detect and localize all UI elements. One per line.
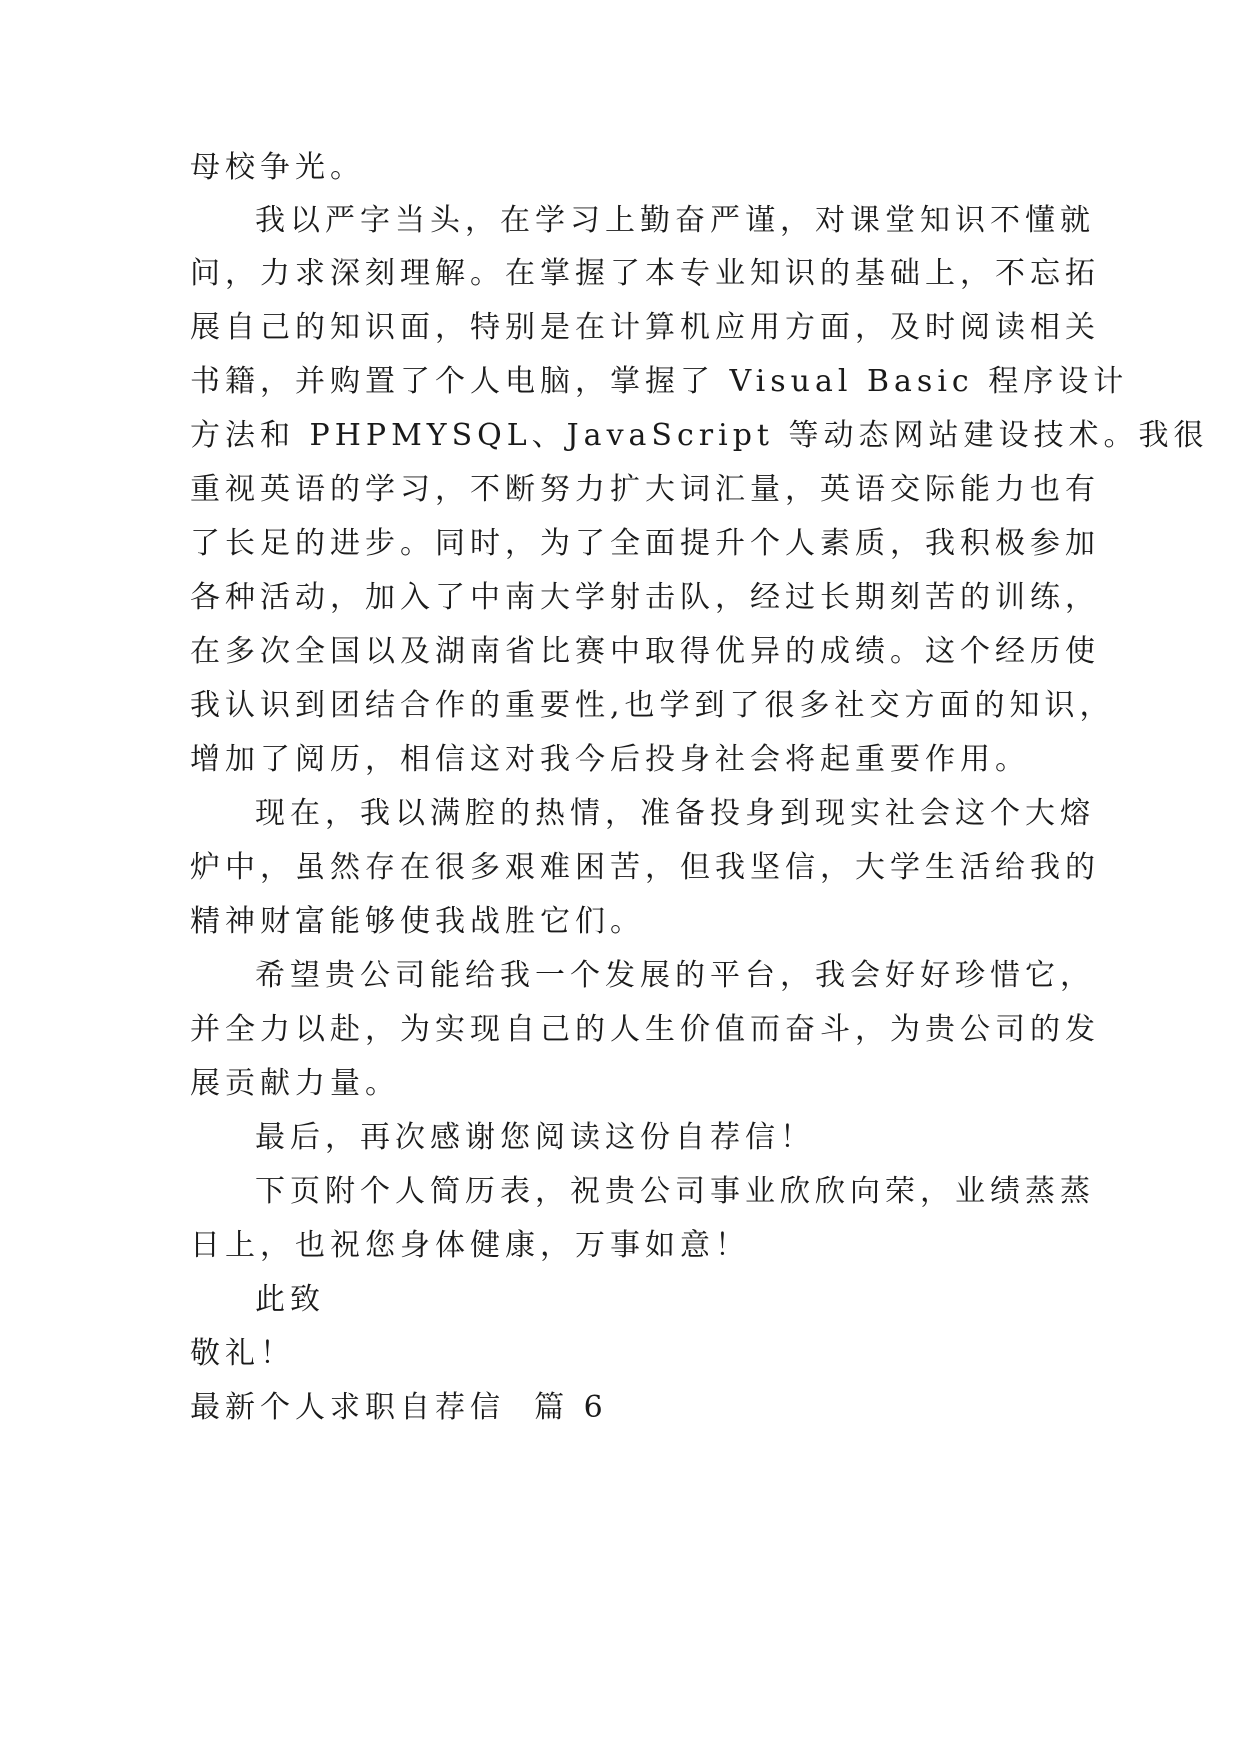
text-line: 展自己的知识面，特别是在计算机应用方面，及时阅读相关 xyxy=(190,310,1100,345)
paragraph-start: 最后，再次感谢您阅读这份自荐信！ xyxy=(255,1120,815,1155)
text-line: 展贡献力量。 xyxy=(190,1066,400,1101)
paragraph-start: 下页附个人简历表，祝贵公司事业欣欣向荣，业绩蒸蒸 xyxy=(255,1174,1095,1209)
closing-regards: 敬礼！ xyxy=(190,1336,295,1371)
text-line: 并全力以赴，为实现自己的人生价值而奋斗，为贵公司的发 xyxy=(190,1012,1100,1047)
section-heading: 最新个人求职自荐信 篇 6 xyxy=(190,1390,608,1425)
paragraph-start: 现在，我以满腔的热情，准备投身到现实社会这个大熔 xyxy=(255,796,1095,831)
text-line: 我认识到团结合作的重要性,也学到了很多社交方面的知识， xyxy=(190,688,1115,723)
text-line: 方法和 PHPMYSQL、JavaScript 等动态网站建设技术。我很 xyxy=(190,418,1209,453)
text-line: 重视英语的学习，不断努力扩大词汇量，英语交际能力也有 xyxy=(190,472,1100,507)
text-line: 精神财富能够使我战胜它们。 xyxy=(190,904,645,939)
closing-salutation: 此致 xyxy=(255,1282,325,1317)
text-line: 书籍，并购置了个人电脑，掌握了 Visual Basic 程序设计 xyxy=(190,364,1129,399)
text-line: 了长足的进步。同时，为了全面提升个人素质，我积极参加 xyxy=(190,526,1100,561)
text-line: 炉中，虽然存在很多艰难困苦，但我坚信，大学生活给我的 xyxy=(190,850,1100,885)
text-line: 增加了阅历，相信这对我今后投身社会将起重要作用。 xyxy=(190,742,1030,777)
text-line: 问，力求深刻理解。在掌握了本专业知识的基础上，不忘拓 xyxy=(190,256,1100,291)
text-line: 日上，也祝您身体健康，万事如意！ xyxy=(190,1228,750,1263)
paragraph-start: 希望贵公司能给我一个发展的平台，我会好好珍惜它， xyxy=(255,958,1095,993)
paragraph-start: 我以严字当头，在学习上勤奋严谨，对课堂知识不懂就 xyxy=(255,203,1095,238)
text-line: 各种活动，加入了中南大学射击队，经过长期刻苦的训练， xyxy=(190,580,1100,615)
text-line: 母校争光。 xyxy=(190,150,365,185)
text-line: 在多次全国以及湖南省比赛中取得优异的成绩。这个经历使 xyxy=(190,634,1100,669)
